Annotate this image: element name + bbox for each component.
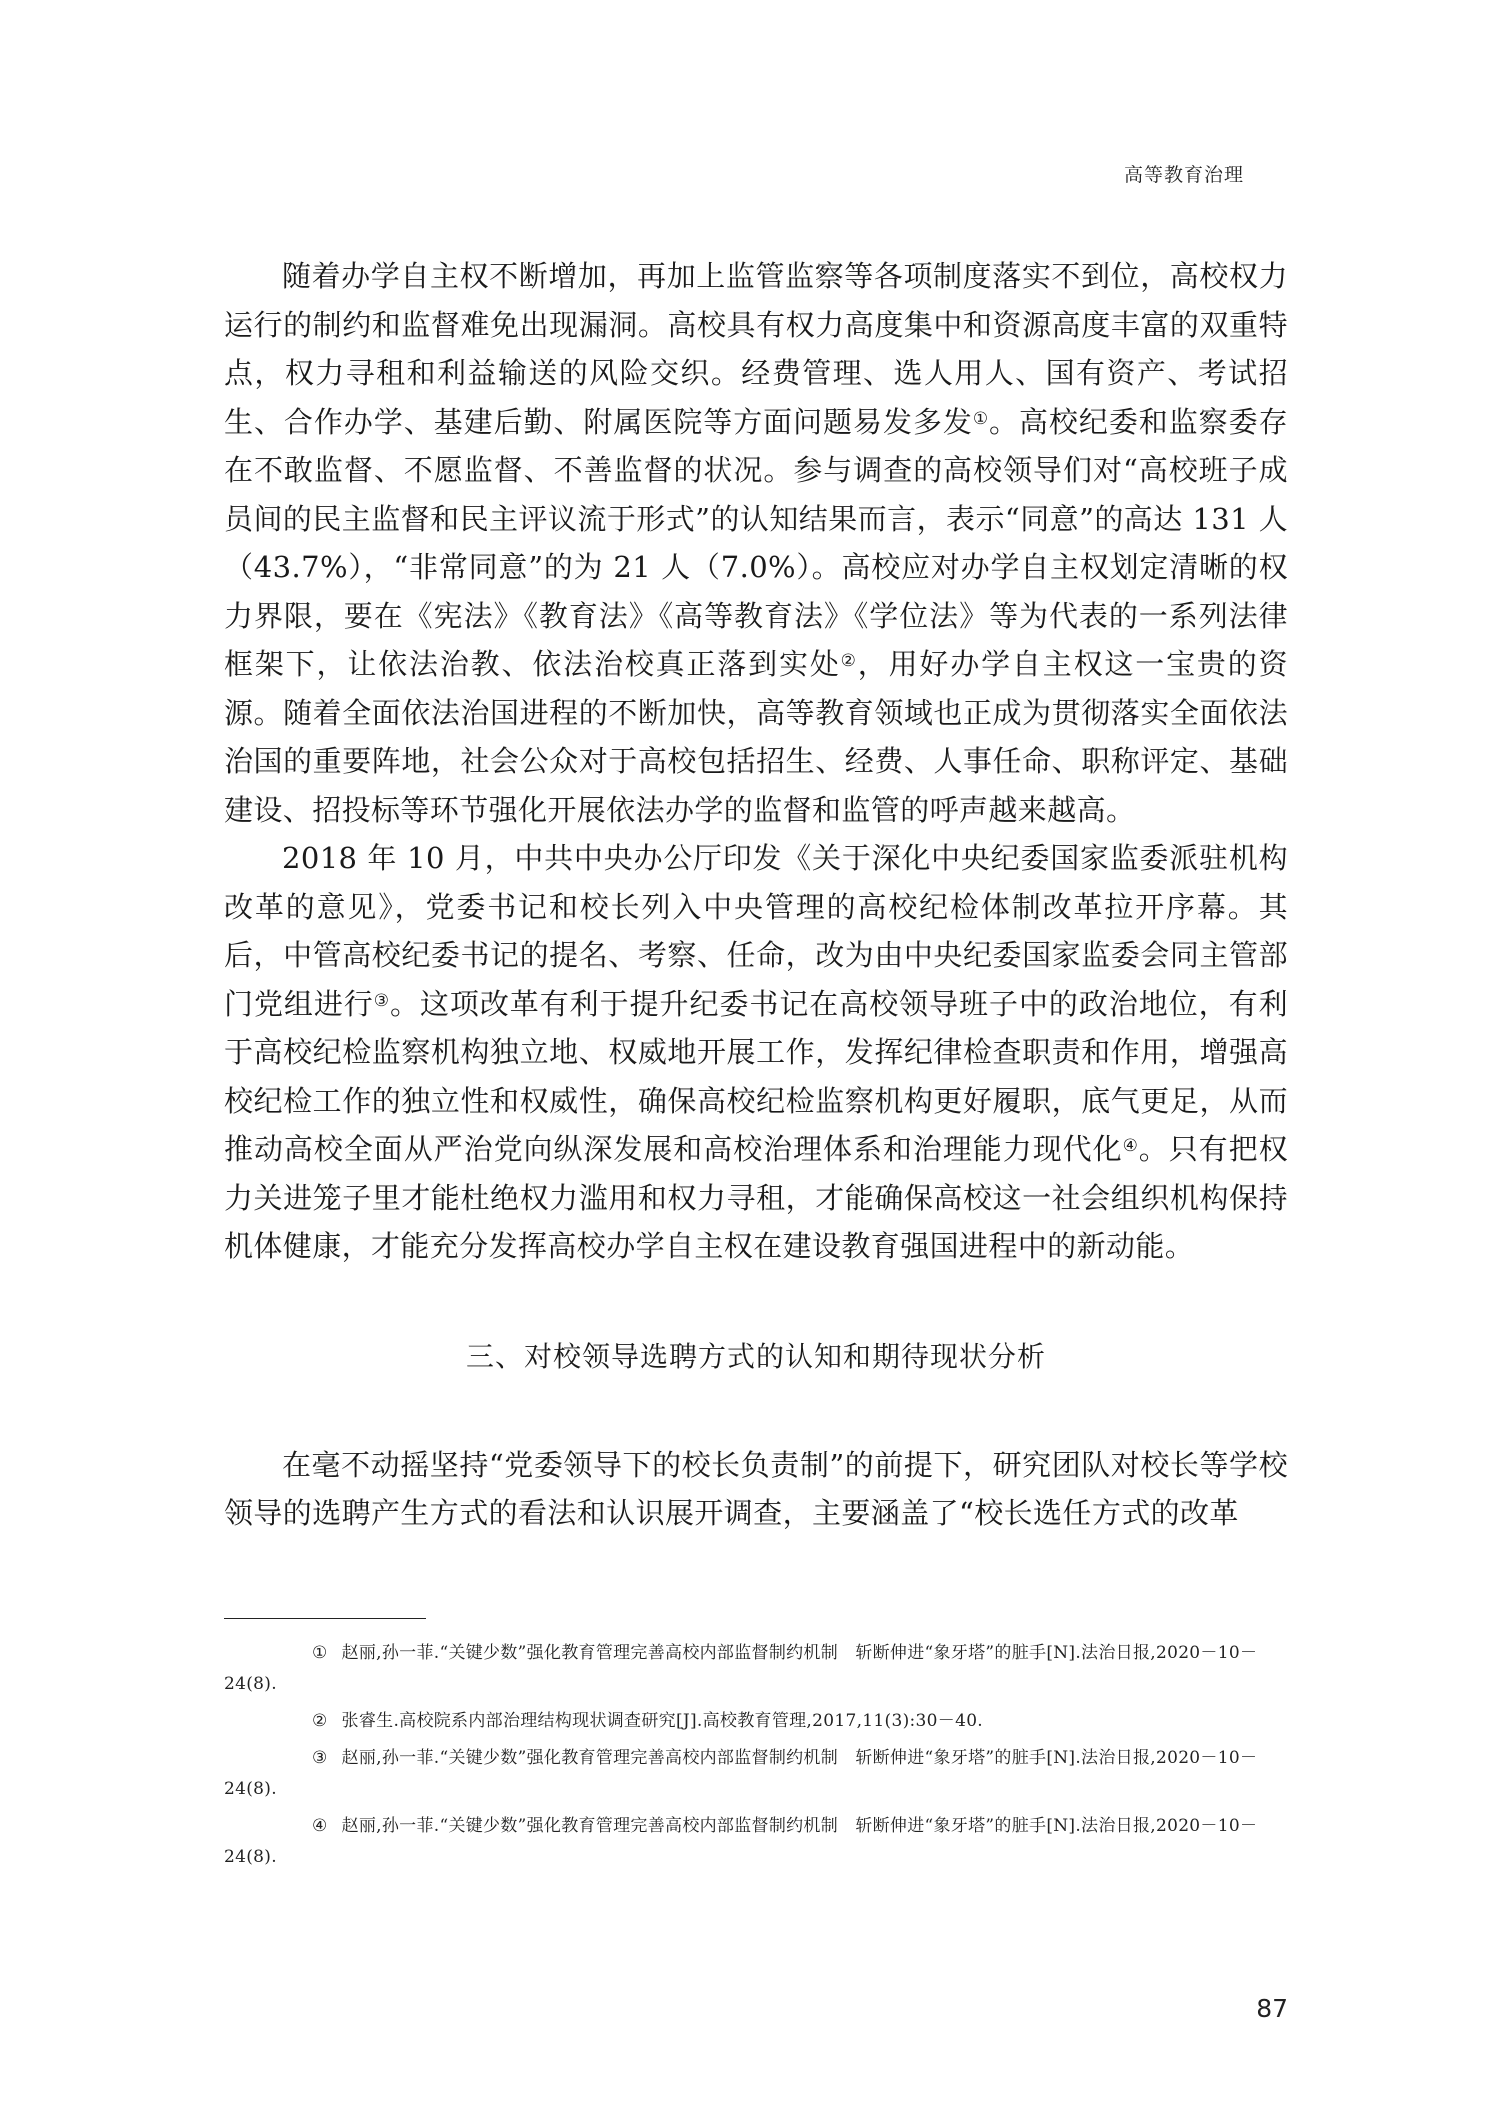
footnote-text: 赵丽,孙一菲.“关键少数”强化教育管理完善高校内部监督制约机制 斩断伸进“象牙塔”的脏手[N].法治日报,2020－10－24(8). (224, 1748, 1258, 1799)
footnotes (224, 1638, 1288, 1879)
footnote-text: 张睿生.高校院系内部治理结构现状调查研究[J].高校教育管理,2017,11(3):30－40. (341, 1711, 984, 1731)
footnote-marker: ③ (312, 1748, 328, 1768)
paragraph-1-part-a: 随着办学自主权不断增加，再加上监管监察等各项制度落实不到位，高校权力运行的制约和监督难免出现漏洞。高校具有权力高度集中和资源高度丰富的双重特点，权力寻租和利益输送的风险交织。经费管理、选人用人、国有资产、考试招生、合作办学、基建后勤、附属医院等方面问题易发多发 (224, 259, 1288, 439)
footnote-1 (224, 1638, 1288, 1700)
footnote-4 (224, 1811, 1288, 1873)
footnote-2 (224, 1706, 1288, 1737)
footnote-marker: ② (312, 1711, 328, 1731)
footnote-text: 赵丽,孙一菲.“关键少数”强化教育管理完善高校内部监督制约机制 斩断伸进“象牙塔”的脏手[N].法治日报,2020－10－24(8). (224, 1643, 1258, 1694)
paragraph-1-part-c: ，用好办学自主权这一宝贵的资源。随着全面依法治国进程的不断加快，高等教育领域也正成为贯彻落实全面依法治国的重要阵地，社会公众对于高校包括招生、经费、人事任命、职称评定、基础建设、招投标等环节强化开展依法办学的监督和监管的呼声越来越高。 (224, 647, 1288, 827)
section-heading: 三、对校领导选聘方式的认知和期待现状分析 (465, 1339, 1046, 1373)
footnote-marker: ④ (312, 1816, 328, 1836)
paragraph-2-part-a: 2018 年 10 月，中共中央办公厅印发《关于深化中央纪委国家监委派驻机构改革的意见》，党委书记和校长列入中央管理的高校纪检体制改革拉开序幕。其后，中管高校纪委书记的提名、考察、任命，改为由中央纪委国家监委会同主管部门党组进行 (224, 841, 1288, 1021)
footnote-marker: ① (312, 1643, 328, 1663)
paragraph-1-part-b: 。高校纪委和监察委存在不敢监督、不愿监督、不善监督的状况。参与调查的高校领导们对“高校班子成员间的民主监督和民主评议流于形式”的认知结果而言，表示“同意”的高达 131 人（43.7%），“非常同意”的为 21 人（7.0%）。高校应对办学自主权划定清晰的权力界限，要在《宪法》《教育法》《高等教育法》《学位法》等为代表的一系列法律框架下，让依法治教、依法治校真正落到实处 (224, 404, 1288, 681)
running-header: 高等教育治理 (1123, 164, 1244, 186)
footnote-ref-3: ③ (373, 990, 390, 1011)
paragraph-1 (224, 252, 1288, 834)
paragraph-2 (224, 834, 1288, 1271)
footnote-ref-4: ④ (1122, 1136, 1139, 1156)
page-number: 87 (1256, 1994, 1288, 2023)
paragraph-3: 在毫不动摇坚持“党委领导下的校长负责制”的前提下，研究团队对校长等学校领导的选聘产生方式的看法和认识展开调查，主要涵盖了“校长选任方式的改革 (224, 1447, 1288, 1530)
paragraph-2-part-b: 。这项改革有利于提升纪委书记在高校领导班子中的政治地位，有利于高校纪检监察机构独立地、权威地开展工作，发挥纪律检查职责和作用，增强高校纪检工作的独立性和权威性，确保高校纪检监察机构更好履职，底气更足，从而推动高校全面从严治党向纵深发展和高校治理体系和治理能力现代化 (224, 986, 1288, 1166)
main-content (224, 252, 1288, 1538)
footnote-ref-2: ② (840, 651, 858, 671)
footnote-ref-1: ① (972, 408, 990, 429)
footnote-divider (224, 1618, 426, 1619)
paragraph-2-part-c: 。只有把权力关进笼子里才能杜绝权力滥用和权力寻租，才能确保高校这一社会组织机构保持机体健康，才能充分发挥高校办学自主权在建设教育强国进程中的新动能。 (224, 1132, 1288, 1263)
footnote-3 (224, 1743, 1288, 1805)
footnote-text: 赵丽,孙一菲.“关键少数”强化教育管理完善高校内部监督制约机制 斩断伸进“象牙塔”的脏手[N].法治日报,2020－10－24(8). (224, 1816, 1258, 1867)
